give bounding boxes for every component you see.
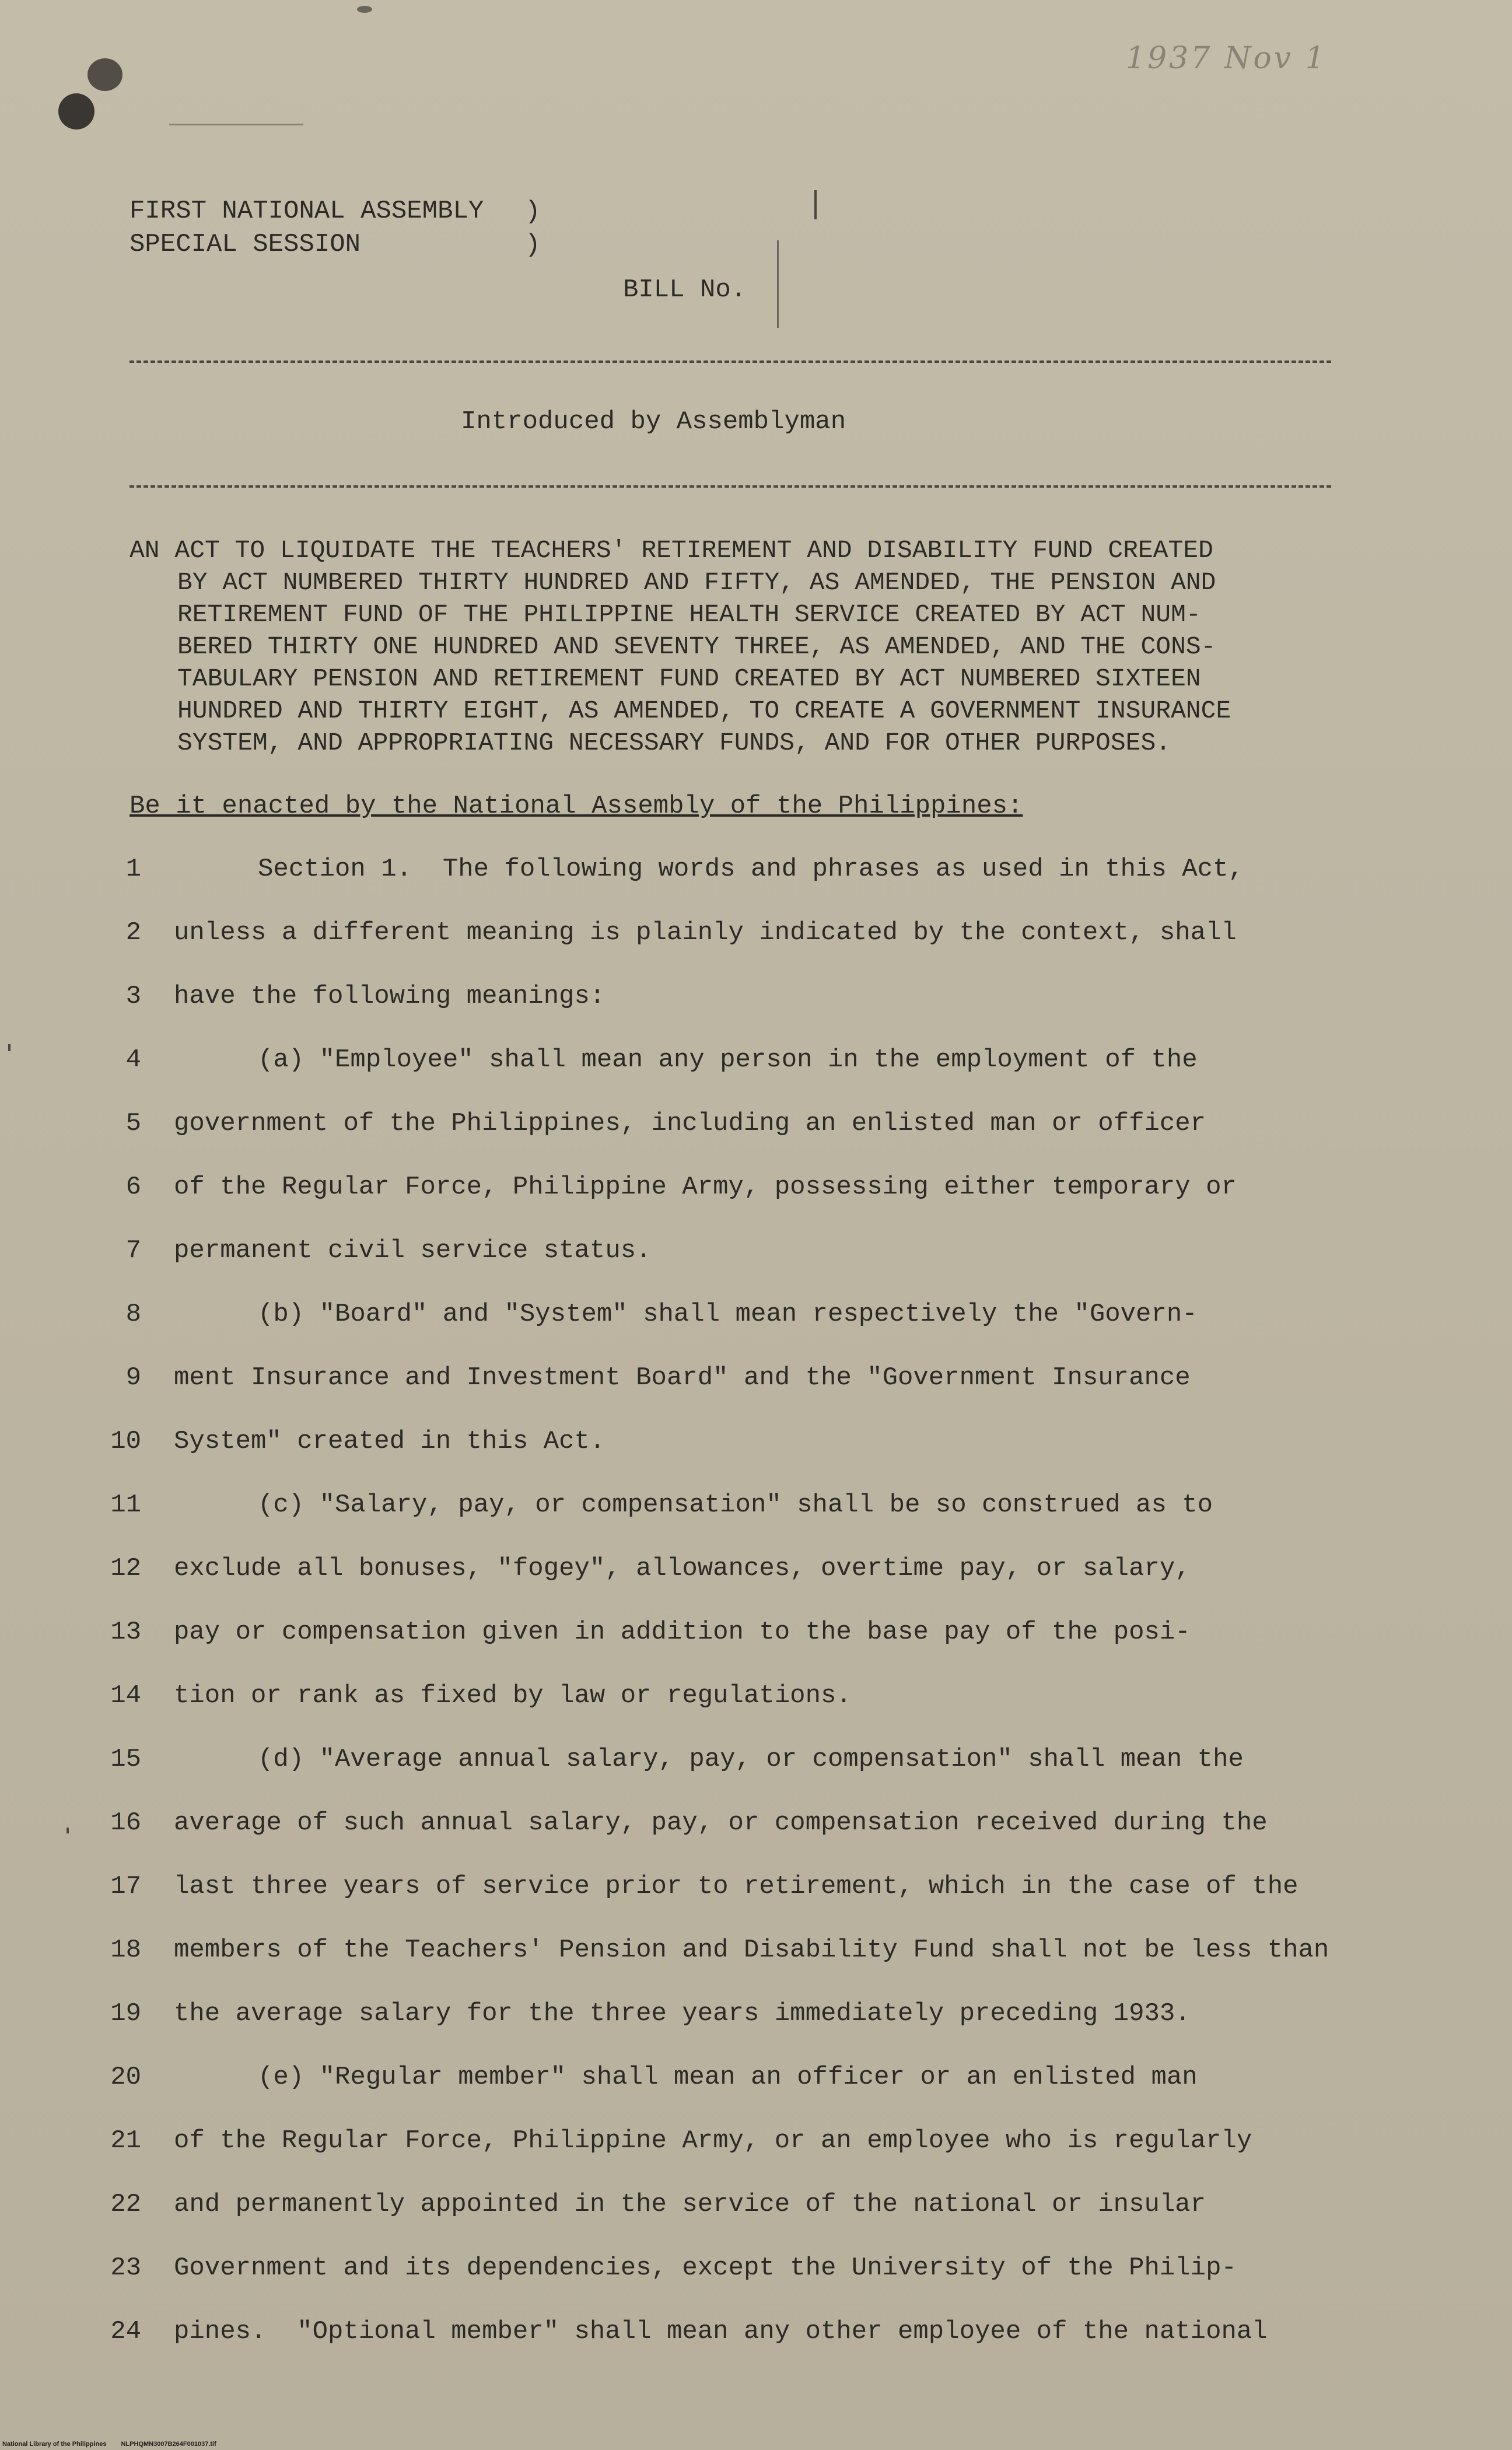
archive-footer [2,2441,229,2448]
bracket-paren: ) [525,230,541,260]
line-number: 20 [110,2063,141,2092]
line-text: and permanently appointed in the service of the national or insular [174,2190,1206,2219]
enacting-clause: Be it enacted by the National Assembly of the Philippines: [130,792,1023,821]
line-number: 1 [125,855,141,884]
numbered-line [105,909,1423,956]
line-number: 24 [110,2317,141,2346]
numbered-line [105,1227,1423,1274]
file-reference: NLPHQMN3007B264F001037.tif [121,2441,216,2448]
line-text: pines. "Optional member" shall mean any other employee of the national [174,2317,1268,2346]
numbered-line [105,2054,1423,2101]
line-number: 17 [110,1872,141,1901]
assembly-label: FIRST NATIONAL ASSEMBLY [130,197,484,226]
numbered-line [105,1418,1423,1465]
line-number: 16 [110,1808,141,1838]
numbered-line [105,1609,1423,1656]
line-number: 23 [110,2253,141,2283]
margin-mark [8,1044,10,1051]
line-text: tion or rank as fixed by law or regulations. [174,1681,852,1710]
numbered-line [105,2245,1423,2291]
numbered-line [105,1164,1423,1210]
bill-number-label: BILL No. [623,275,747,304]
line-number: 3 [125,982,141,1011]
numbered-line [105,1990,1423,2037]
numbered-line [105,1482,1423,1528]
numbered-line [105,2308,1423,2355]
stray-mark [357,6,372,13]
line-text: the average salary for the three years immediately preceding 1933. [174,1999,1191,2028]
line-number: 2 [125,918,141,947]
line-text: (d) "Average annual salary, pay, or compensation" shall mean the [258,1745,1244,1774]
margin-mark [66,1828,69,1833]
line-number: 7 [125,1236,141,1265]
line-number: 19 [110,1999,141,2028]
line-number: 5 [125,1109,141,1138]
ink-blot [58,93,94,130]
dashed-separator [130,360,1331,363]
line-text: of the Regular Force, Philippine Army, or an employee who is regularly [174,2126,1252,2155]
numbered-line [105,1100,1423,1147]
line-number: 18 [110,1936,141,1965]
pencil-mark [777,240,779,328]
library-credit: National Library of the Philippines [2,2441,107,2448]
line-text: unless a different meaning is plainly indicated by the context, shall [174,918,1237,947]
numbered-line [105,1927,1423,1973]
line-number: 12 [110,1554,141,1583]
numbered-line [105,1037,1423,1083]
line-text: government of the Philippines, including an enlisted man or officer [174,1109,1206,1138]
line-text: System" created in this Act. [174,1427,606,1456]
bill-title-line: AN ACT TO LIQUIDATE THE TEACHERS' RETIREMENT AND DISABILITY FUND CREATED [130,536,1213,565]
line-number: 14 [110,1681,141,1710]
numbered-line [105,1354,1423,1401]
line-number: 22 [110,2190,141,2219]
numbered-line [105,973,1423,1020]
bill-title-line: RETIREMENT FUND OF THE PHILIPPINE HEALTH SERVICE CREATED BY ACT NUM- [177,600,1201,629]
line-text: (e) "Regular member" shall mean an officer or an enlisted man [258,2063,1198,2092]
line-text: members of the Teachers' Pension and Disability Fund shall not be less than [174,1936,1329,1965]
dashed-separator [130,485,1331,488]
line-text: permanent civil service status. [174,1236,652,1265]
line-number: 9 [125,1363,141,1392]
numbered-line [105,1736,1423,1783]
line-text: (a) "Employee" shall mean any person in the employment of the [258,1045,1198,1074]
numbered-line [105,2118,1423,2164]
line-text: Section 1. The following words and phrases as used in this Act, [258,855,1244,884]
pencil-mark [814,190,817,219]
line-number: 4 [125,1045,141,1074]
line-number: 15 [110,1745,141,1774]
session-label: SPECIAL SESSION [130,230,361,259]
line-text: pay or compensation given in addition to the base pay of the posi- [174,1618,1191,1647]
numbered-line [105,1863,1423,1910]
bill-title-line: BY ACT NUMBERED THIRTY HUNDRED AND FIFTY, AS AMENDED, THE PENSION AND [177,568,1216,597]
line-number: 21 [110,2126,141,2155]
bill-title-line: SYSTEM, AND APPROPRIATING NECESSARY FUNDS, AND FOR OTHER PURPOSES. [177,729,1171,757]
introduced-by-line: Introduced by Assemblyman [461,407,846,436]
handwritten-date-note: 1937 Nov 1 [1126,41,1327,76]
ink-blot [88,58,123,91]
bill-title-line: TABULARY PENSION AND RETIREMENT FUND CREATED BY ACT NUMBERED SIXTEEN [177,664,1201,693]
line-number: 8 [125,1300,141,1329]
line-text: (c) "Salary, pay, or compensation" shall be so construed as to [258,1490,1213,1520]
line-text: exclude all bonuses, "fogey", allowances, overtime pay, or salary, [174,1554,1191,1583]
numbered-line [105,1545,1423,1592]
bill-title [130,534,1343,759]
bracket-paren: ) [525,197,541,226]
line-number: 13 [110,1618,141,1647]
line-text: last three years of service prior to retirement, which in the case of the [174,1872,1298,1901]
line-text: of the Regular Force, Philippine Army, possessing either temporary or [174,1172,1237,1202]
line-number: 11 [110,1490,141,1520]
line-text: average of such annual salary, pay, or compensation received during the [174,1808,1268,1838]
line-number: 6 [125,1172,141,1202]
line-text: ment Insurance and Investment Board" and the "Government Insurance [174,1363,1191,1392]
line-text: (b) "Board" and "System" shall mean respectively the "Govern- [258,1300,1198,1329]
bill-title-line: HUNDRED AND THIRTY EIGHT, AS AMENDED, TO CREATE A GOVERNMENT INSURANCE [177,696,1231,725]
numbered-line [105,846,1423,892]
numbered-line [105,2181,1423,2228]
line-text: have the following meanings: [174,982,606,1011]
bill-title-line: BERED THIRTY ONE HUNDRED AND SEVENTY THREE, AS AMENDED, AND THE CONS- [177,632,1216,661]
numbered-line [105,1672,1423,1719]
numbered-line [105,1800,1423,1846]
pencil-dash [169,124,303,125]
numbered-line [105,1291,1423,1338]
line-text: Government and its dependencies, except the University of the Philip- [174,2253,1237,2283]
line-number: 10 [110,1427,141,1456]
